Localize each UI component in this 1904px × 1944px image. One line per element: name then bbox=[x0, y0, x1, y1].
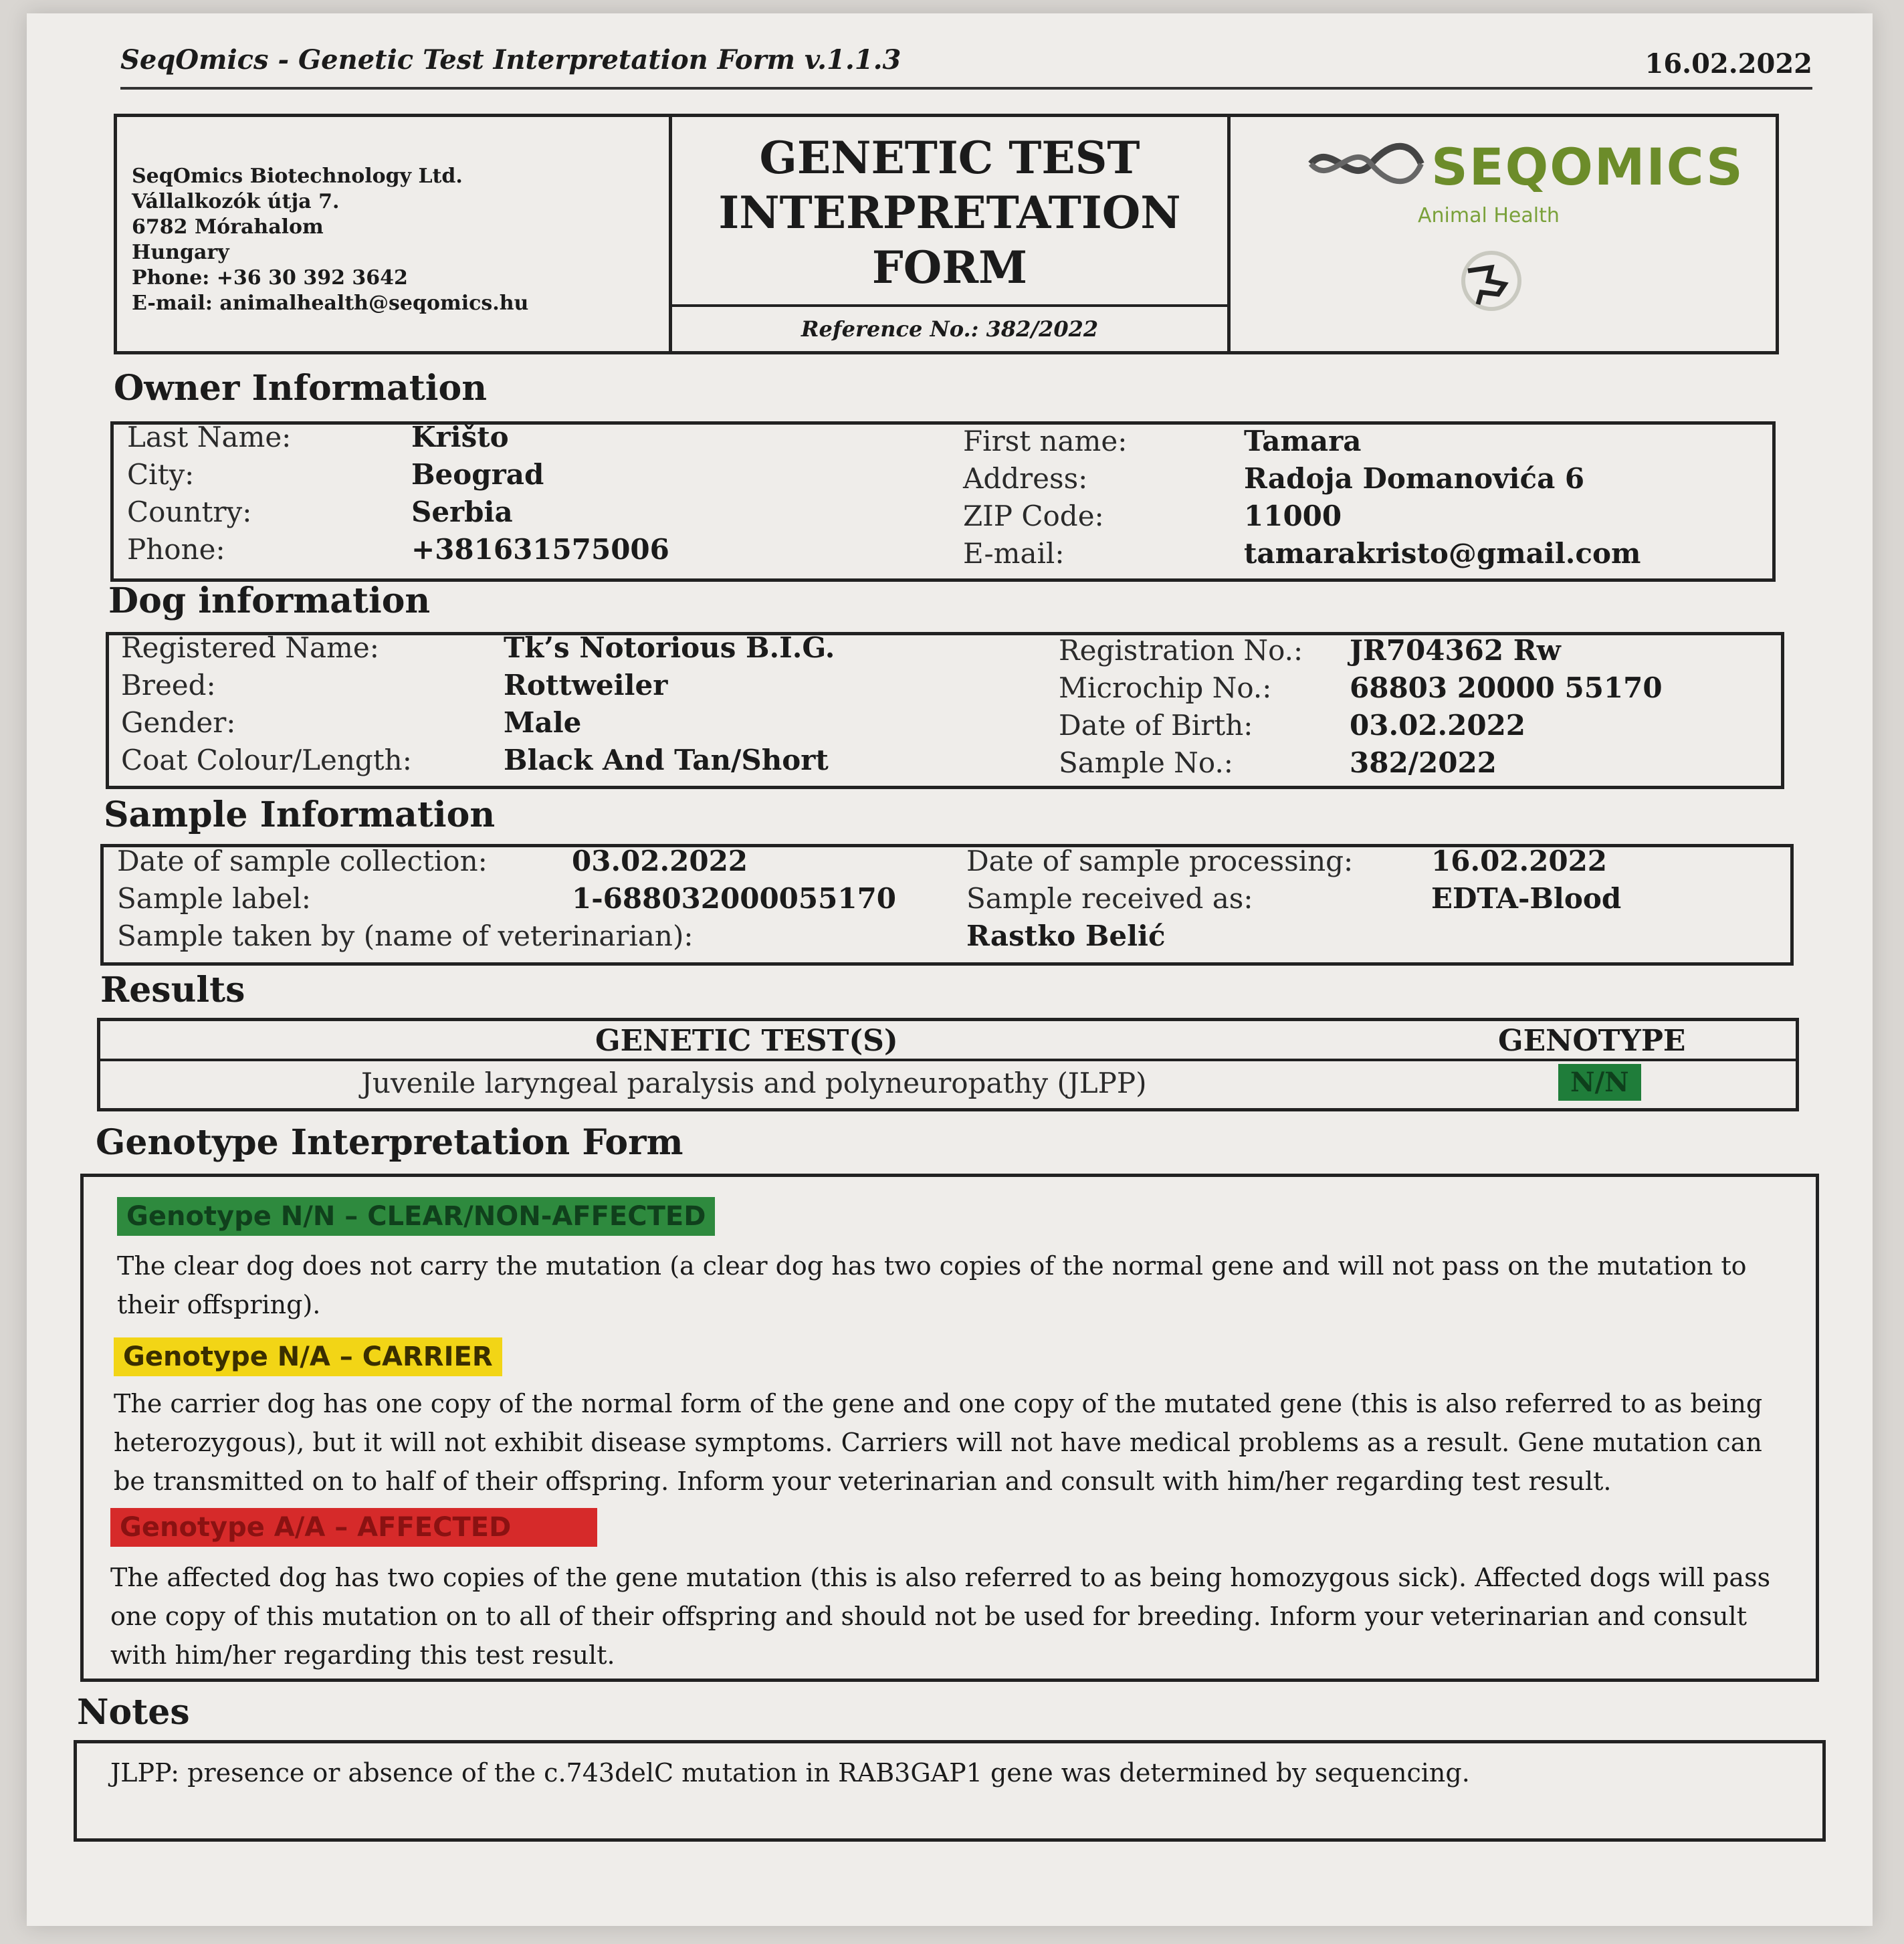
results-heading: Results bbox=[100, 970, 245, 1010]
owner-heading: Owner Information bbox=[114, 368, 488, 409]
collection-date-value: 03.02.2022 bbox=[572, 845, 748, 877]
email-value: tamarakristo@gmail.com bbox=[1244, 537, 1641, 570]
sample-label-label: Sample label: bbox=[117, 882, 311, 915]
form-title-block bbox=[672, 117, 1231, 351]
sample-no-value: 382/2022 bbox=[1350, 746, 1497, 779]
clear-description: The clear dog does not carry the mutation (a clear dog has two copies of the normal gene and will not pass on the mutation to their offspring). bbox=[117, 1251, 1747, 1319]
clear-genotype-tag: Genotype N/N – CLEAR/NON-AFFECTED bbox=[117, 1197, 715, 1236]
coat-label: Coat Colour/Length: bbox=[121, 744, 412, 776]
zip-value: 11000 bbox=[1244, 500, 1342, 532]
document-sheet bbox=[27, 13, 1873, 1926]
logo-subtitle: Animal Health bbox=[1418, 204, 1560, 227]
address-label: Address: bbox=[963, 462, 1088, 495]
address-line: 6782 Mórahalom bbox=[132, 215, 324, 239]
affected-description: The affected dog has two copies of the gene mutation (this is also referred to as being homozygous sick). Affected dogs will pass one copy of this mutation on to all of their offspring and should not be used for breeding. Inform your veterinarian and consult with him/her regarding this test result. bbox=[110, 1563, 1771, 1670]
title-line: FORM bbox=[871, 241, 1028, 294]
company-address bbox=[117, 117, 672, 351]
carrier-genotype-tag: Genotype N/A – CARRIER bbox=[114, 1337, 502, 1376]
city-value: Beograd bbox=[411, 458, 544, 491]
address-line: Hungary bbox=[132, 241, 229, 264]
col-genetic-tests: GENETIC TEST(S) bbox=[595, 1024, 898, 1058]
country-label: Country: bbox=[127, 496, 252, 528]
results-header-row bbox=[100, 1021, 1796, 1061]
logo-brand-text: SEQOMICS bbox=[1431, 137, 1744, 197]
registration-no-label: Registration No.: bbox=[1059, 634, 1303, 667]
address-value: Radoja Domanovića 6 bbox=[1244, 462, 1585, 495]
first-name-value: Tamara bbox=[1244, 425, 1362, 457]
last-name-value: Krišto bbox=[411, 421, 509, 453]
address-line: E-mail: animalhealth@seqomics.hu bbox=[132, 292, 529, 315]
processing-date-value: 16.02.2022 bbox=[1431, 845, 1608, 877]
dob-value: 03.02.2022 bbox=[1350, 709, 1526, 742]
document-top-bar bbox=[120, 40, 1812, 90]
col-genotype: GENOTYPE bbox=[1498, 1024, 1686, 1058]
received-as-value: EDTA-Blood bbox=[1431, 882, 1622, 915]
gender-value: Male bbox=[504, 706, 582, 739]
phone-value: +381631575006 bbox=[411, 533, 669, 566]
city-label: City: bbox=[127, 458, 195, 491]
sample-heading: Sample Information bbox=[104, 794, 496, 835]
results-table bbox=[97, 1018, 1799, 1111]
address-line: Phone: +36 30 392 3642 bbox=[132, 266, 408, 290]
result-test-name: Juvenile laryngeal paralysis and polyneuropathy (JLPP) bbox=[361, 1067, 1147, 1099]
gender-label: Gender: bbox=[121, 706, 236, 739]
breed-value: Rottweiler bbox=[504, 669, 668, 701]
microchip-label: Microchip No.: bbox=[1059, 671, 1272, 704]
dob-label: Date of Birth: bbox=[1059, 709, 1253, 742]
sample-label-value: 1-688032000055170 bbox=[572, 882, 897, 915]
received-as-label: Sample received as: bbox=[966, 882, 1253, 915]
registered-name-label: Registered Name: bbox=[121, 631, 379, 664]
zip-label: ZIP Code: bbox=[963, 500, 1104, 532]
notes-heading: Notes bbox=[77, 1692, 190, 1733]
form-date: 16.02.2022 bbox=[1645, 48, 1812, 80]
dog-logo-icon bbox=[1451, 244, 1525, 318]
owner-info-box bbox=[110, 421, 1776, 582]
breed-label: Breed: bbox=[121, 669, 216, 701]
notes-box bbox=[74, 1740, 1826, 1842]
reference-number: Reference No.: 382/2022 bbox=[801, 316, 1099, 342]
last-name-label: Last Name: bbox=[127, 421, 292, 453]
microchip-value: 68803 20000 55170 bbox=[1350, 671, 1663, 704]
form-title bbox=[672, 130, 1227, 307]
dog-heading: Dog information bbox=[108, 580, 431, 621]
title-line: INTERPRETATION bbox=[718, 187, 1181, 239]
phone-label: Phone: bbox=[127, 533, 225, 566]
address-line: SeqOmics Biotechnology Ltd. bbox=[132, 165, 463, 188]
notes-text: JLPP: presence or absence of the c.743delC mutation in RAB3GAP1 gene was determined by sequencing. bbox=[110, 1758, 1470, 1788]
title-line: GENETIC TEST bbox=[759, 132, 1140, 184]
interpretation-box bbox=[80, 1174, 1819, 1682]
taken-by-value: Rastko Belić bbox=[966, 920, 1166, 952]
company-logo bbox=[1231, 117, 1776, 351]
document-header bbox=[114, 114, 1779, 354]
first-name-label: First name: bbox=[963, 425, 1128, 457]
coat-value: Black And Tan/Short bbox=[504, 744, 829, 776]
registration-no-value: JR704362 Rw bbox=[1350, 634, 1561, 667]
affected-genotype-tag: Genotype A/A – AFFECTED bbox=[110, 1508, 597, 1547]
dog-info-box bbox=[106, 632, 1784, 789]
form-version-title: SeqOmics - Genetic Test Interpretation Form v.1.1.3 bbox=[120, 44, 902, 76]
country-value: Serbia bbox=[411, 496, 513, 528]
result-genotype-badge: N/N bbox=[1558, 1064, 1641, 1101]
sample-no-label: Sample No.: bbox=[1059, 746, 1233, 779]
dna-logo-icon bbox=[1304, 137, 1424, 191]
collection-date-label: Date of sample collection: bbox=[117, 845, 488, 877]
registered-name-value: Tk’s Notorious B.I.G. bbox=[504, 631, 835, 664]
interpretation-heading: Genotype Interpretation Form bbox=[96, 1122, 683, 1163]
sample-info-box bbox=[100, 844, 1794, 966]
address-line: Vállalkozók útja 7. bbox=[132, 190, 340, 213]
processing-date-label: Date of sample processing: bbox=[966, 845, 1354, 877]
taken-by-label: Sample taken by (name of veterinarian): bbox=[117, 920, 694, 952]
email-label: E-mail: bbox=[963, 537, 1065, 570]
carrier-description: The carrier dog has one copy of the normal form of the gene and one copy of the mutated gene (this is also referred to as being heterozygous), but it will not exhibit disease symptoms. Carriers will not have medical problems as a result. Gene mutation can be transmitted on to half of their offspring. Inform your veterinarian and consult with him/her regarding test result. bbox=[114, 1389, 1763, 1496]
